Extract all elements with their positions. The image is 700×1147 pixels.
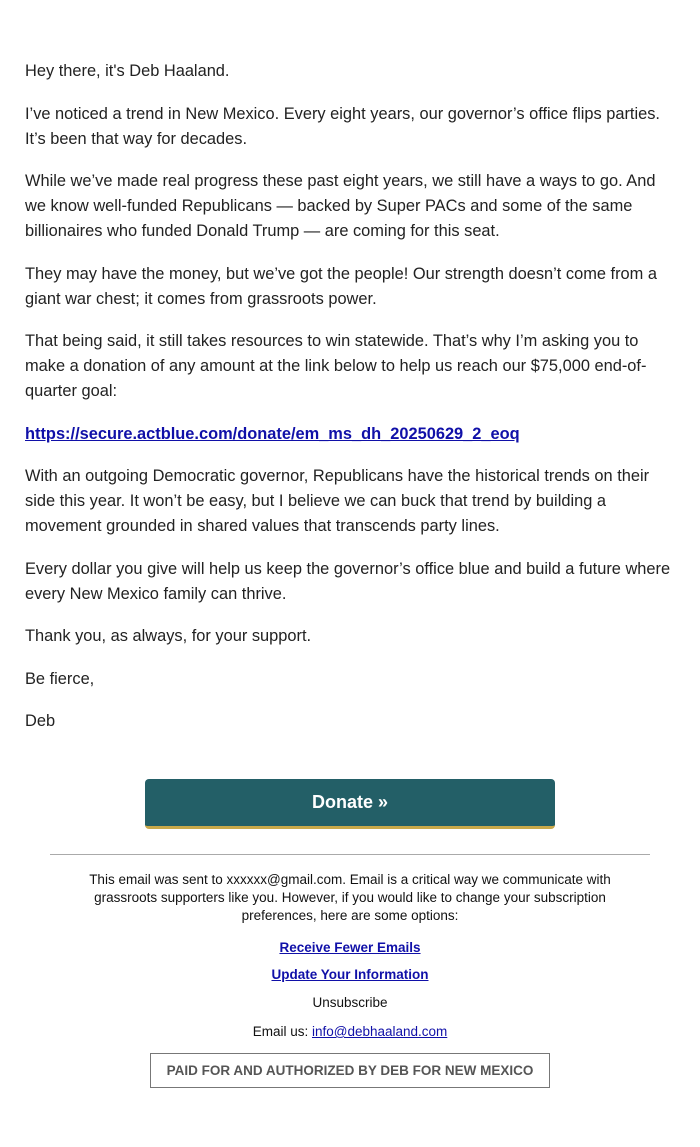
email-body <box>25 59 680 752</box>
paragraph-thanks: Thank you, as always, for your support. <box>25 627 312 645</box>
email-us-row <box>50 1023 650 1041</box>
email-us-label: Email us: <box>252 1024 312 1039</box>
receive-fewer-emails-link[interactable]: Receive Fewer Emails <box>279 940 421 955</box>
closing-text: Be fierce, <box>25 669 95 688</box>
paragraph-trend: I’ve noticed a trend in New Mexico. Every eight years, our governor’s office flips parties. It’s been that way for decades. <box>25 104 660 148</box>
paragraph-people: They may have the money, but we’ve got the people! Our strength doesn’t come from a giant war chest; it comes from grassroots power. <box>25 264 657 308</box>
receive-fewer-row <box>50 939 650 957</box>
donate-link-paragraph <box>25 422 680 447</box>
donate-button[interactable]: Donate » <box>145 779 555 829</box>
paragraph-trends: With an outgoing Democratic governor, Republicans have the historical trends on their side this year. It won’t be easy, but I believe we can buck that trend by building a movement grounded in shared values that transcends party lines. <box>25 467 650 535</box>
update-info-row <box>50 966 650 984</box>
update-information-link[interactable]: Update Your Information <box>271 967 429 982</box>
donate-button-container <box>145 779 555 829</box>
footer <box>50 871 650 1041</box>
email-address-link[interactable]: info@debhaaland.com <box>311 1024 448 1039</box>
paragraph-progress: While we’ve made real progress these past eight years, we still have a ways to go. And we know well-funded Republicans — backed by Super PACs and some of the same billionaires who funded Donald Trump — are coming for this seat. <box>25 172 656 240</box>
paid-for-disclaimer: PAID FOR AND AUTHORIZED BY DEB FOR NEW MEXICO <box>150 1053 550 1088</box>
footer-divider <box>50 854 650 855</box>
unsubscribe-text: Unsubscribe <box>312 995 388 1010</box>
signature-text: Deb <box>25 712 56 730</box>
greeting-text: Hey there, it's Deb Haaland. <box>25 62 230 80</box>
paragraph-dollar: Every dollar you give will help us keep the governor’s office blue and build a future where every New Mexico family can thrive. <box>25 559 671 603</box>
paragraph-ask: That being said, it still takes resources to win statewide. That’s why I’m asking you to make a donation of any amount at the link below to help us reach our $75,000 end-of-quarter goal: <box>25 332 647 400</box>
subscription-notice: This email was sent to xxxxxx@gmail.com. Email is a critical way we communicate with grassroots supporters like you. However, if you would like to change your subscription preferences, here are some options: <box>89 872 611 923</box>
donate-link[interactable]: https://secure.actblue.com/donate/em_ms_dh_20250629_2_eoq <box>25 424 520 443</box>
